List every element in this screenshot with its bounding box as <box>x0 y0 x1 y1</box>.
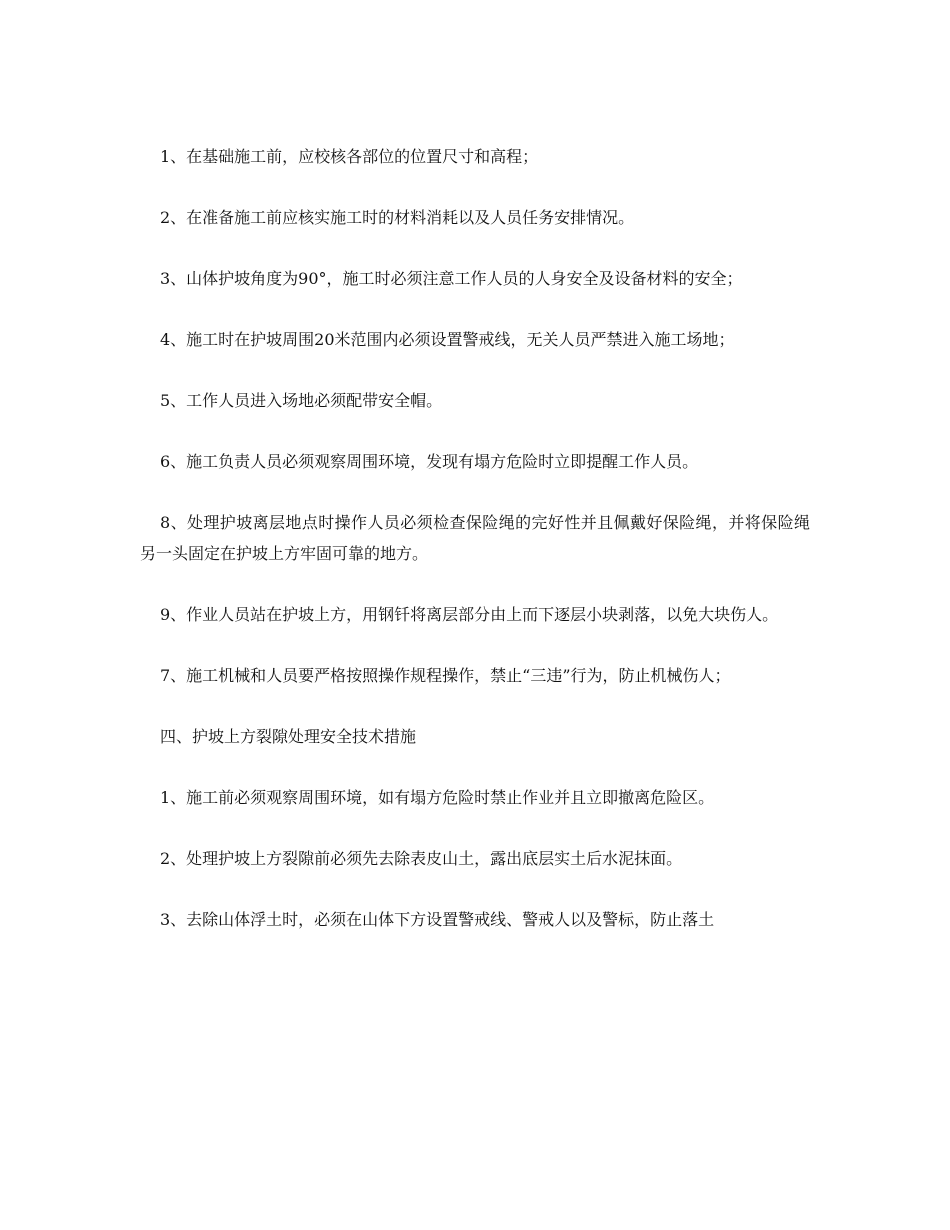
document-body <box>140 141 810 965</box>
section4-paragraph-3: 3、去除山体浮土时，必须在山体下方设置警戒线、警戒人以及警标，防止落土 <box>160 910 715 929</box>
paragraph-2: 2、在准备施工前应核实施工时的材料消耗以及人员任务安排情况。 <box>160 208 635 227</box>
section4-paragraph-2: 2、处理护坡上方裂隙前必须先去除表皮山土，露出底层实土后水泥抹面。 <box>160 849 683 868</box>
paragraph-5: 5、工作人员进入场地必须配带安全帽。 <box>160 391 443 410</box>
section-heading-4: 四、护坡上方裂隙处理安全技术措施 <box>160 727 417 746</box>
paragraph-1: 1、在基础施工前，应校核各部位的位置尺寸和高程； <box>160 147 539 166</box>
paragraph-4: 4、施工时在护坡周围20米范围内必须设置警戒线，无关人员严禁进入施工场地； <box>160 330 735 349</box>
paragraph-7: 7、施工机械和人员要严格按照操作规程操作，禁止“三违”行为，防止机械伤人； <box>160 666 731 685</box>
paragraph-9: 9、作业人员站在护坡上方，用钢钎将离层部分由上而下逐层小块剥落，以免大块伤人。 <box>160 605 779 624</box>
paragraph-6: 6、施工负责人员必须观察周围环境，发现有塌方危险时立即提醒工作人员。 <box>160 452 699 471</box>
section4-paragraph-1: 1、施工前必须观察周围环境，如有塌方危险时禁止作业并且立即撤离危险区。 <box>160 788 715 807</box>
paragraph-8: 8、处理护坡离层地点时操作人员必须检查保险绳的完好性并且佩戴好保险绳，并将保险绳另一头固定在护坡上方牢固可靠的地方。 <box>140 513 810 563</box>
paragraph-3: 3、山体护坡角度为90°，施工时必须注意工作人员的人身安全及设备材料的安全； <box>160 269 743 288</box>
